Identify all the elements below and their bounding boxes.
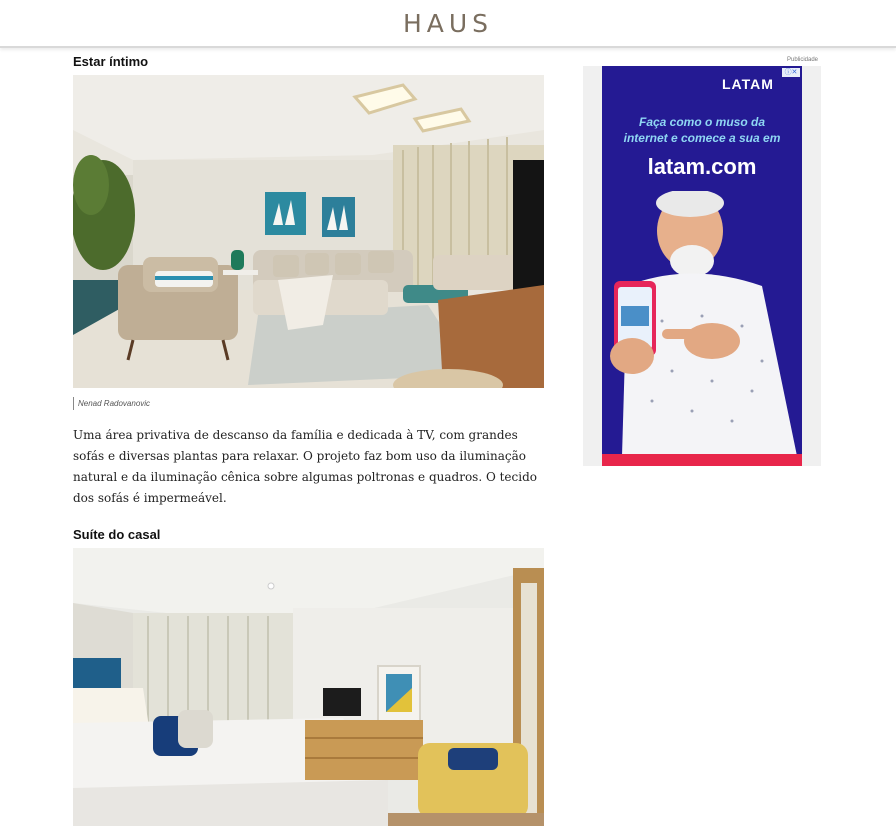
living-room-photo <box>73 75 544 388</box>
ad-choices-close-icon[interactable]: ⓘ✕ <box>782 68 800 77</box>
site-logo[interactable]: HAUS <box>402 9 494 38</box>
latam-advertisement[interactable] <box>602 66 802 466</box>
ad-person-illustration <box>602 191 802 456</box>
ad-brand-logo: LATAM <box>722 76 774 92</box>
bedroom-photo <box>73 548 544 826</box>
ad-headline-line1: Faça como o muso da <box>638 115 766 129</box>
ad-label: Publicidade <box>787 57 819 63</box>
ad-headline-line2: internet e comece a sua em <box>623 131 781 145</box>
ad-bottom-bar <box>602 454 802 466</box>
section-title-suite-casal: Suíte do casal <box>73 527 161 542</box>
photo-credit: Nenad Radovanovic <box>73 397 150 410</box>
section-body-text: Uma área privativa de descanso da família e dedicada à TV, com grandes sofás e diversas plantas para relaxar. O projeto faz bom uso da iluminação natural e da iluminação cênica sobre algumas poltronas e quadros. O tecido dos sofás é impermeável. <box>73 428 537 505</box>
section-title-estar-intimo: Estar íntimo <box>73 54 149 69</box>
ad-url[interactable]: latam.com <box>647 154 757 179</box>
site-header <box>0 0 896 48</box>
